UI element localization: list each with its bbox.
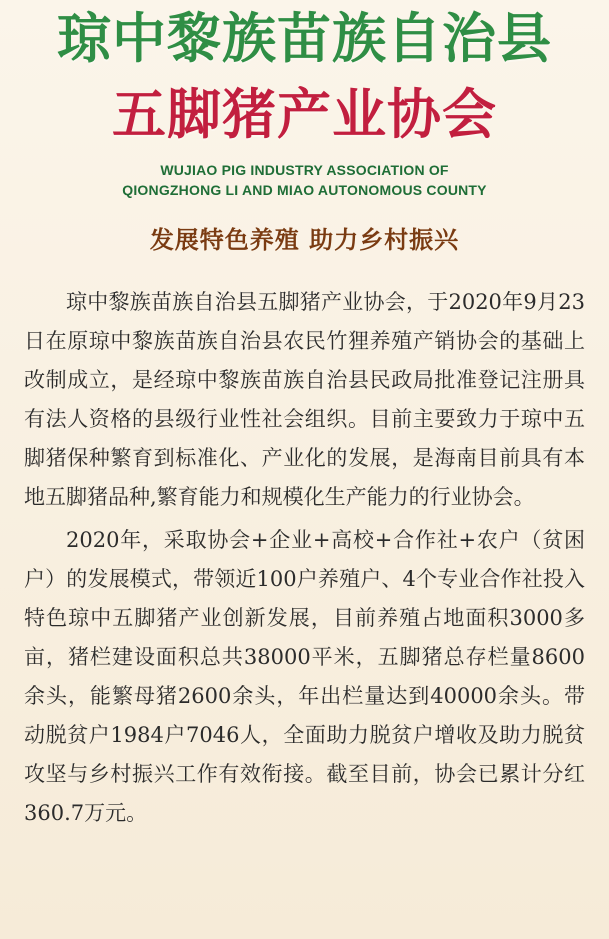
- english-title-block: [24, 160, 585, 200]
- english-title-line-1: WUJIAO PIG INDUSTRY ASSOCIATION OF: [160, 162, 449, 178]
- paragraph-development: 2020年，采取协会+企业+高校+合作社+农户（贫困户）的发展模式，带领近100户养殖户、4个专业合作社投入特色琼中五脚猪产业创新发展，目前养殖占地面积3000多亩，猪栏建设面积总共38000平米，五脚猪总存栏量8600余头，能繁母猪2600余头，年出栏量达到40000余头。带动脱贫户1984户7046人，全面助力脱贫户增收及助力脱贫攻坚与乡村振兴工作有效衔接。截至目前，协会已累计分红360.7万元。: [24, 528, 585, 825]
- english-title-line-2: QIONGZHONG LI AND MIAO AUTONOMOUS COUNTY: [122, 182, 487, 198]
- body-text: [24, 283, 585, 833]
- page-title-association: 五脚猪产业协会: [112, 83, 497, 146]
- page-title-county: 琼中黎族苗族自治县: [57, 7, 552, 70]
- paragraph-introduction: 琼中黎族苗族自治县五脚猪产业协会，于2020年9月23日在原琼中黎族苗族自治县农民竹狸养殖产销协会的基础上改制成立，是经琼中黎族苗族自治县民政局批准登记注册具有法人资格的县级行业性社会组织。目前主要致力于琼中五脚猪保种繁育到标准化、产业化的发展，是海南目前具有本地五脚猪品种,繁育能力和规模化生产能力的行业协会。: [24, 290, 585, 509]
- subtitle-slogan: 发展特色养殖 助力乡村振兴: [149, 226, 460, 254]
